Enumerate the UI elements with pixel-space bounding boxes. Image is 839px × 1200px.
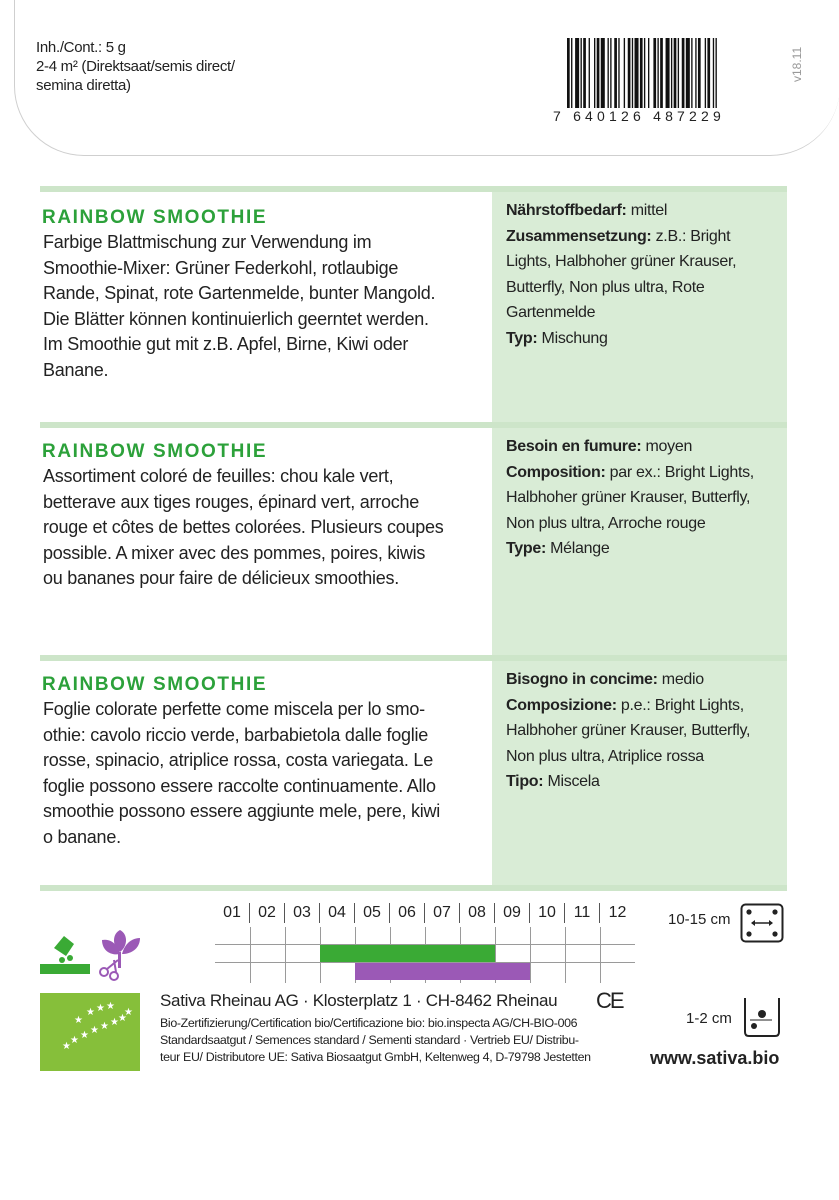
property-value: moyen <box>641 438 693 455</box>
calendar-grid <box>215 927 635 983</box>
property-value: Halbhoher grüner Krauser, Butterfly, <box>506 489 751 507</box>
ce-mark: CE <box>596 988 623 1013</box>
barcode-bar <box>583 38 586 108</box>
standard-seed-line: Standardsaatgut / Semences standard / Sementi standard · Vertrieb EU/ Distribu- <box>160 1033 579 1047</box>
description-line: possible. A mixer avec des pommes, poires, kiwis <box>43 542 426 563</box>
description-line: Die Blätter können kontinuierlich geerntet werden. <box>43 308 429 329</box>
property-label: Type: <box>506 540 546 558</box>
property-label: Besoin en fumure: <box>506 438 642 455</box>
eu-organic-logo <box>40 993 140 1071</box>
property-line <box>506 198 787 224</box>
property-label: Nährstoffbedarf: <box>506 202 627 219</box>
description-line: rouge et côtes de bettes colorées. Plusieurs coupes <box>43 517 444 538</box>
barcode-bar <box>632 38 633 108</box>
barcode-bar <box>682 38 685 108</box>
contents-line: Inh./Cont.: 5 g <box>36 39 126 56</box>
eu-star-icon: ★ <box>100 1021 109 1032</box>
section-divider <box>40 885 787 891</box>
calendar-month-label: 01 <box>215 903 250 923</box>
eu-star-icon: ★ <box>96 1003 105 1014</box>
barcode-bar <box>716 38 717 108</box>
variety-title: RAINBOW SMOOTHIE <box>42 674 268 695</box>
property-line <box>506 460 787 486</box>
barcode-bar <box>660 38 663 108</box>
property-label: Bisogno in concime: <box>506 671 658 688</box>
barcode-bar <box>671 38 672 108</box>
barcode-bar <box>674 38 677 108</box>
barcode-bar <box>618 38 619 108</box>
calendar-months <box>215 903 635 923</box>
section-italian <box>40 661 787 885</box>
barcode-digits: 7 640126 487229 <box>553 108 725 124</box>
properties-list <box>492 428 787 562</box>
certification-line: Bio-Zertifizierung/Certification bio/Certificazione bio: bio.inspecta AG/CH-BIO-006 <box>160 1016 578 1030</box>
description-column <box>40 192 492 384</box>
calendar-gridline <box>530 927 531 983</box>
description-line: rosse, spinacio, atriplice rossa, costa variegata. Le <box>43 750 433 771</box>
section-german <box>40 192 787 422</box>
description-text <box>40 230 492 384</box>
property-label: Composizione: <box>506 696 617 714</box>
barcode-bar <box>678 38 679 108</box>
description-line: Smoothie-Mixer: Grüner Federkohl, rotlaubige <box>43 257 399 278</box>
description-line: Im Smoothie gut mit z.B. Apfel, Birne, Kiwi oder <box>43 334 409 355</box>
property-value: Non plus ultra, Atriplice rossa <box>506 747 704 765</box>
eu-star-icon: ★ <box>80 1030 89 1041</box>
property-line <box>506 667 787 693</box>
calendar-month-label: 04 <box>320 903 355 923</box>
calendar-month-label: 05 <box>355 903 390 923</box>
calendar-month-label: 03 <box>285 903 320 923</box>
properties-panel <box>492 428 787 655</box>
barcode-bar <box>635 38 639 108</box>
eu-organic-leaf-icon <box>40 993 140 1071</box>
description-column <box>40 428 492 592</box>
sowing-depth-label: 1-2 cm <box>686 1010 732 1027</box>
property-value: Halbhoher grüner Krauser, Butterfly, <box>506 722 751 740</box>
harvest-period-bar <box>355 963 530 980</box>
contents-line: 2-4 m² (Direktsaat/semis direct/ <box>36 58 235 75</box>
row-distance-label: 10-15 cm <box>668 911 731 928</box>
calendar-gridline <box>285 927 286 983</box>
company-line: Sativa Rheinau AG · Klosterplatz 1 · CH-8462 Rheinau <box>160 991 558 1010</box>
barcode-bar <box>594 38 595 108</box>
contents-info <box>36 38 296 95</box>
calendar-gridline <box>600 927 601 983</box>
property-line <box>506 224 787 250</box>
property-value: mittel <box>626 202 668 219</box>
property-label: Typ: <box>506 329 538 347</box>
website-link[interactable]: www.sativa.bio <box>650 1048 780 1068</box>
eu-star-icon: ★ <box>118 1013 127 1024</box>
property-value: p.e.: Bright Lights, <box>616 696 744 714</box>
barcode-bar <box>686 38 690 108</box>
eu-star-icon: ★ <box>62 1041 71 1052</box>
description-column <box>40 661 492 851</box>
description-line: smoothie possono essere aggiunte mele, pere, kiwi <box>43 801 440 822</box>
contents-line: semina diretta) <box>36 77 131 94</box>
description-text <box>40 464 492 592</box>
description-line: o banane. <box>43 826 121 847</box>
barcode-bar <box>707 38 710 108</box>
property-line <box>506 718 787 744</box>
property-line <box>506 744 787 770</box>
barcode-bar <box>581 38 582 108</box>
eu-star-icon: ★ <box>110 1017 119 1028</box>
property-value: par ex.: Bright Lights, <box>605 463 754 481</box>
calendar-gridline <box>250 927 251 983</box>
barcode-bar <box>695 38 696 108</box>
property-label: Tipo: <box>506 773 544 791</box>
barcode-bar <box>575 38 579 108</box>
calendar-month-label: 11 <box>565 903 600 923</box>
calendar-gridline <box>565 927 566 983</box>
barcode-bar <box>644 38 645 108</box>
barcode-bar <box>640 38 643 108</box>
section-french <box>40 428 787 655</box>
properties-panel <box>492 192 787 422</box>
property-line <box>506 326 787 352</box>
calendar-month-label: 07 <box>425 903 460 923</box>
property-value: Mélange <box>546 540 610 558</box>
harvest-icon <box>94 924 150 982</box>
properties-list <box>492 661 787 795</box>
description-line: Foglie colorate perfette come miscela per lo smo- <box>43 699 425 719</box>
property-value: medio <box>657 671 704 688</box>
property-line <box>506 249 787 275</box>
calendar-month-label: 09 <box>495 903 530 923</box>
description-line: Banane. <box>43 359 109 380</box>
property-value: Non plus ultra, Arroche rouge <box>506 514 706 532</box>
description-text <box>40 697 492 851</box>
property-line <box>506 275 787 301</box>
barcode-bar <box>610 38 611 108</box>
property-line <box>506 511 787 537</box>
variety-title: RAINBOW SMOOTHIE <box>42 207 268 228</box>
barcode-bar <box>653 38 656 108</box>
barcode-bar <box>666 38 670 108</box>
property-value: Miscela <box>543 773 600 791</box>
property-value: Lights, Halbhoher grüner Krauser, <box>506 253 737 271</box>
barcode-bar <box>657 38 658 108</box>
eu-star-icon: ★ <box>86 1007 95 1018</box>
property-value: z.B.: Bright <box>651 227 731 245</box>
calendar-month-label: 06 <box>390 903 425 923</box>
version-code: v18.11 <box>790 46 804 82</box>
eu-star-icon: ★ <box>124 1007 133 1018</box>
producer-address <box>160 991 640 1066</box>
property-line <box>506 434 787 460</box>
sowing-calendar <box>215 903 635 923</box>
eu-star-icon: ★ <box>106 1001 115 1012</box>
property-label: Zusammensetzung: <box>506 227 652 245</box>
eu-star-icon: ★ <box>70 1035 79 1046</box>
calendar-month-label: 08 <box>460 903 495 923</box>
description-line: Rande, Spinat, rote Gartenmelde, bunter Mangold. <box>43 283 436 304</box>
barcode-bar <box>624 38 625 108</box>
description-line: Assortiment coloré de feuilles: chou kale vert, <box>43 466 394 486</box>
barcode-bar <box>713 38 714 108</box>
property-line <box>506 485 787 511</box>
barcode-bar <box>648 38 649 108</box>
property-line <box>506 693 787 719</box>
property-value: Butterfly, Non plus ultra, Rote <box>506 278 705 296</box>
properties-panel <box>492 661 787 885</box>
property-label: Composition: <box>506 463 606 481</box>
description-line: betterave aux tiges rouges, épinard vert, arroche <box>43 491 419 512</box>
description-line: foglie possono essere raccolte continuamente. Allo <box>43 775 436 796</box>
calendar-month-label: 12 <box>608 904 627 921</box>
barcode-bar <box>705 38 706 108</box>
description-line: ou bananes pour faire de délicieux smoothies. <box>43 568 399 589</box>
eu-star-icon: ★ <box>74 1015 83 1026</box>
eu-star-icon: ★ <box>90 1025 99 1036</box>
barcode-bar <box>571 38 572 108</box>
barcode-bar <box>589 38 590 108</box>
sowing-depth-icon <box>740 996 784 1038</box>
calendar-month-label: 10 <box>530 903 565 923</box>
barcode-bar <box>691 38 692 108</box>
property-line <box>506 769 787 795</box>
calendar-month-label: 02 <box>250 903 285 923</box>
description-line: Farbige Blattmischung zur Verwendung im <box>43 232 372 252</box>
barcode-bar <box>628 38 631 108</box>
property-line <box>506 536 787 562</box>
property-value: Mischung <box>537 329 608 347</box>
properties-list <box>492 192 787 352</box>
barcode-bar <box>567 38 570 108</box>
sowing-period-bar <box>320 945 495 962</box>
variety-title: RAINBOW SMOOTHIE <box>42 441 268 462</box>
barcode-bar <box>601 38 605 108</box>
barcode-bar <box>614 38 617 108</box>
barcode-bar <box>698 38 701 108</box>
distributor-line: teur EU/ Distributore UE: Sativa Biosaatgut GmbH, Keltenweg 4, D-79798 Jestetten <box>160 1050 591 1064</box>
property-line <box>506 300 787 326</box>
property-value: Gartenmelde <box>506 304 596 322</box>
barcode-bar <box>608 38 609 108</box>
barcode-bar <box>597 38 600 108</box>
row-distance-icon <box>740 903 784 943</box>
description-line: othie: cavolo riccio verde, barbabietola dalle foglie <box>43 724 428 745</box>
